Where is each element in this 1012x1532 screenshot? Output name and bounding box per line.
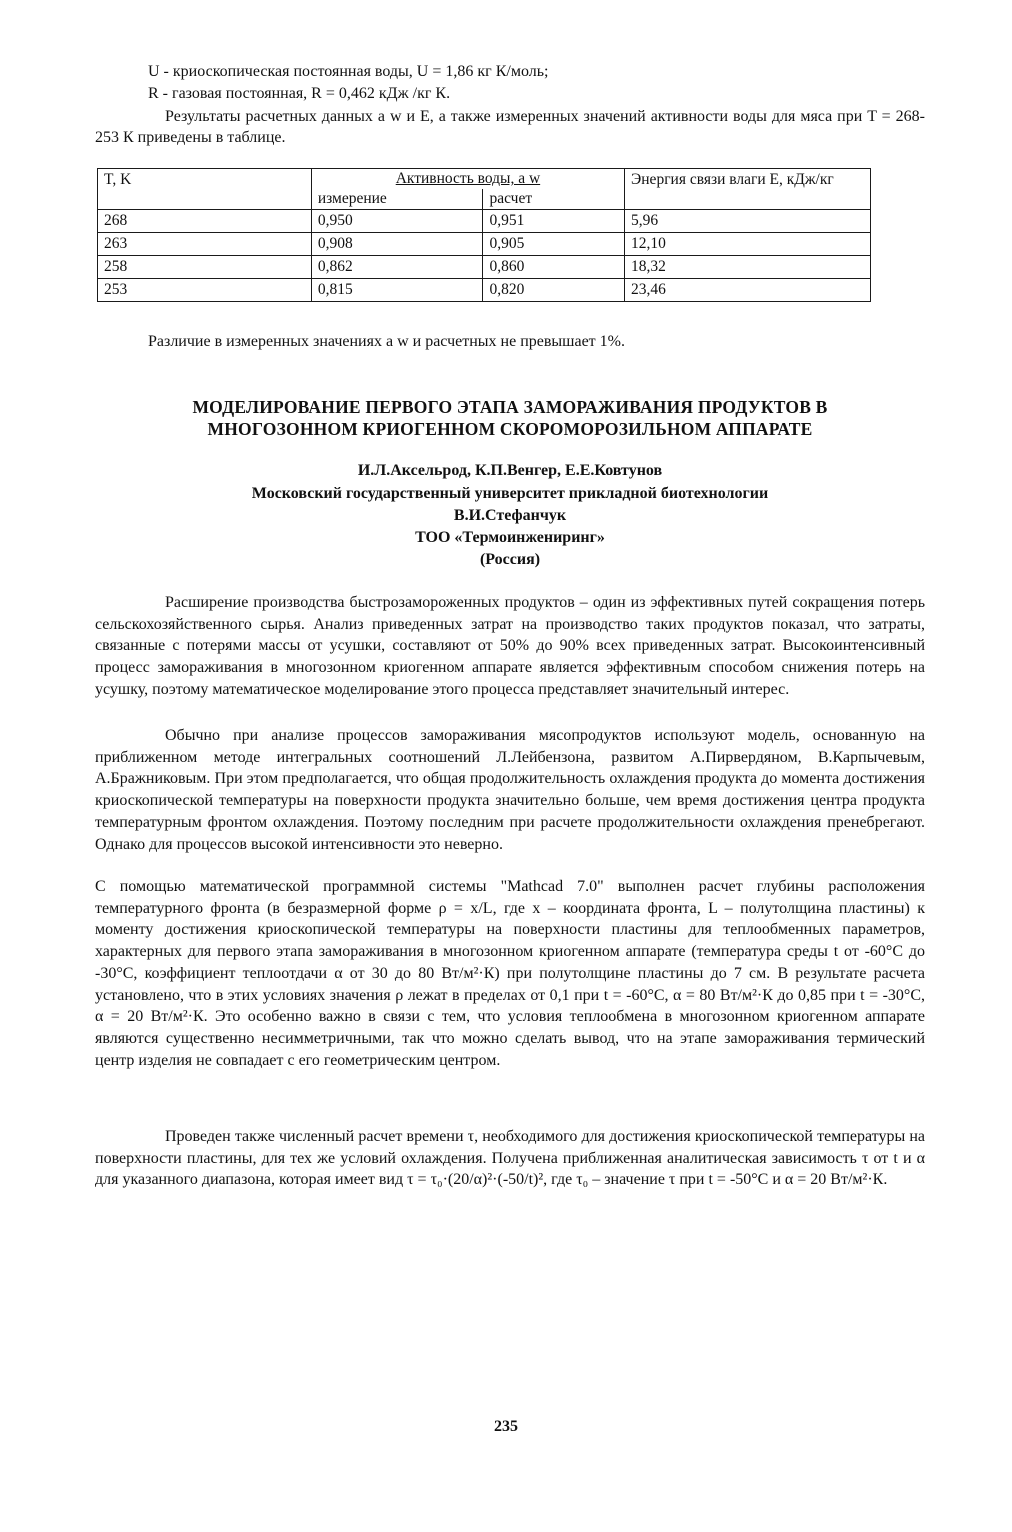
body-paragraph-1: Расширение производства быстрозамороженных продуктов – один из эффективных путей сокращения потерь сельскохозяйственного сырья. Анализ приведенных затрат на производство таких продуктов показал, что затраты, связанные с потерями массы от усушки, составляют от 50% до 90% всех приведенных затрат. Высокоинтенсивный процесс замораживания в многозонном криогенном аппарате является эффективным способом снижения потерь на усушку, поэтому математическое моделирование этого процесса представляет значительный интерес. xyxy=(95,594,925,698)
article-title-line-2: МНОГОЗОННОМ КРИОГЕННОМ СКОРОМОРОЗИЛЬНОМ АППАРАТЕ xyxy=(207,419,813,439)
difference-note: Различие в измеренных значениях a w и расчетных не превышает 1%. xyxy=(148,333,625,350)
header-temperature: T, K xyxy=(98,169,312,210)
affiliation-line-1: Московский государственный университет прикладной биотехнологии xyxy=(251,485,769,502)
cell-calculated: 0,951 xyxy=(483,210,625,233)
cell-temperature: 253 xyxy=(98,279,312,302)
cell-measured: 0,950 xyxy=(311,210,483,233)
intro-paragraph: Результаты расчетных данных a w и E, а также измеренных значений активности воды для мяса при T = 268- 253 К приведены в таблице. xyxy=(95,108,925,146)
cell-energy: 5,96 xyxy=(625,210,871,233)
cell-energy: 18,32 xyxy=(625,256,871,279)
cell-measured: 0,815 xyxy=(311,279,483,302)
water-activity-table xyxy=(97,168,871,302)
article-title-line-1: МОДЕЛИРОВАНИЕ ПЕРВОГО ЭТАПА ЗАМОРАЖИВАНИЯ ПРОДУКТОВ В xyxy=(192,397,828,417)
table-header-row xyxy=(98,169,871,190)
table-row xyxy=(98,256,871,279)
table-row xyxy=(98,210,871,233)
cell-energy: 23,46 xyxy=(625,279,871,302)
cell-temperature: 258 xyxy=(98,256,312,279)
header-water-activity: Активность воды, a w xyxy=(311,169,624,190)
cell-measured: 0,862 xyxy=(311,256,483,279)
intro-line-r: R - газовая постоянная, R = 0,462 кДж /кг К. xyxy=(148,85,451,102)
country-line: (Россия) xyxy=(479,551,541,568)
header-binding-energy: Энергия связи влаги E, кДж/кг xyxy=(625,169,871,210)
table-row xyxy=(98,233,871,256)
affiliation-line-2: ТОО «Термоинжениринг» xyxy=(415,529,605,546)
body-paragraph-3: С помощью математической программной системы "Mathcad 7.0" выполнен расчет глубины расположения температурного фронта (в безразмерной форме ρ = x/L, где x – координата фронта, L – полутолщина пластины) к моменту достижения криоскопической температуры на поверхности пластины для теплообменных параметров, характерных для первого этапа замораживания в многозонном криогенном аппарате (температура среды t от -60°С до -30°С, коэффициент теплоотдачи α от 30 до 80 Вт/м²·К) при полутолщине пластины до 7 см. В результате расчета установлено, что в этих условиях значения ρ лежат в пределах от 0,1 при t = -60°С, α = 80 Вт/м²·К до 0,85 при t = -30°С, α = 20 Вт/м²·К. Это особенно важно в связи с тем, что условия теплообмена в многозонном криогенном аппарате являются существенно несимметричными, так что можно сделать вывод, что на этапе замораживания термический центр изделия не совпадает с его геометрическим центром. xyxy=(95,878,926,1069)
table-row xyxy=(98,279,871,302)
header-measured: измерение xyxy=(311,189,483,210)
intro-line-u: U - криоскопическая постоянная воды, U = 1,86 кг К/моль; xyxy=(148,63,549,80)
body-paragraph-4: Проведен также численный расчет времени τ, необходимого для достижения криоскопической температуры на поверхности пластины, для тех же условий охлаждения. Получена приближенная аналитическая зависимость τ от t и α для указанного диапазона, которая имеет вид τ = τ₀·(20/α)²·(-50/t)², где τ₀ – значение τ при t = -50°С и α = 20 Вт/м²·К. xyxy=(95,1128,925,1189)
authors-line-2: В.И.Стефанчук xyxy=(453,507,567,524)
header-calculated: расчет xyxy=(483,189,625,210)
cell-measured: 0,908 xyxy=(311,233,483,256)
cell-temperature: 268 xyxy=(98,210,312,233)
authors-line-1: И.Л.Аксельрод, К.П.Венгер, Е.Е.Ковтунов xyxy=(357,462,663,479)
cell-calculated: 0,820 xyxy=(483,279,625,302)
cell-calculated: 0,905 xyxy=(483,233,625,256)
page-number: 235 xyxy=(494,1418,518,1435)
body-paragraph-2: Обычно при анализе процессов замораживания мясопродуктов используют модель, основанную на приближенном методе интегральных соотношений Л.Лейбензона, развитом А.Пирвердяном, В.Карпычевым, А.Бражниковым. При этом предполагается, что общая продолжительность охлаждения продукта до момента достижения криоскопической температуры на поверхности продукта значительно больше, чем время достижения центра продукта температурным фронтом охлаждения. Поэтому последним при расчете продолжительности охлаждения пренебрегают. Однако для процессов высокой интенсивности это неверно. xyxy=(95,727,925,853)
cell-calculated: 0,860 xyxy=(483,256,625,279)
cell-energy: 12,10 xyxy=(625,233,871,256)
cell-temperature: 263 xyxy=(98,233,312,256)
